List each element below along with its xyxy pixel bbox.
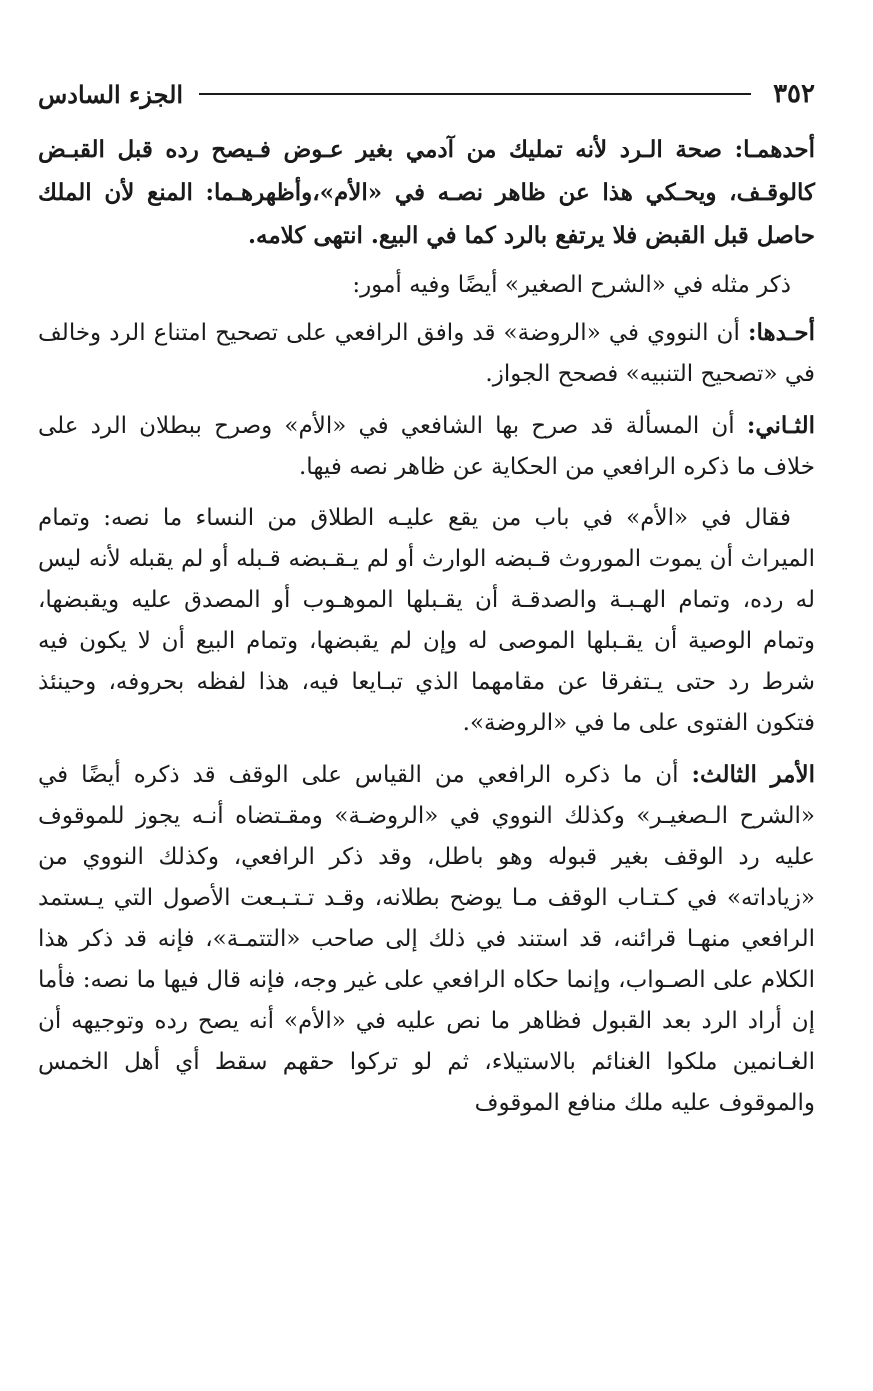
paragraph-text: أحدهمـا: صحة الـرد لأنه تمليك من آدمي بغير عـوض فـيصح رده قبل القبـض كالوقـف، ويحـكي هذا عن ظاهر نصـه في «الأم»،وأظهرهـما: المنع لأن الملك حاصل قبل القبض فلا يرتفع بالرد كما في البيع. انتهى كلامه. xyxy=(38,136,815,249)
paragraph-lead: الثـاني xyxy=(755,412,815,439)
page-number: ٣٥٢ xyxy=(773,79,815,109)
paragraph-second-matter xyxy=(38,405,815,488)
paragraph-quoted-opinions xyxy=(38,128,815,257)
paragraph-al-umm-quote xyxy=(38,498,815,744)
page-header xyxy=(38,74,815,114)
paragraph-lead-separator: : xyxy=(747,319,757,346)
paragraph-third-matter xyxy=(38,754,815,1124)
paragraph-intro xyxy=(38,265,815,306)
paragraph-first-matter xyxy=(38,312,815,395)
running-title: الجزء السادس xyxy=(38,79,184,109)
paragraph-lead-separator: : xyxy=(746,412,756,439)
paragraph-lead: الأمر الثالث xyxy=(699,761,815,788)
paragraph-lead-separator: : xyxy=(691,761,700,788)
paragraph-lead: أحـدها xyxy=(756,319,815,346)
paragraph-text: أن المسألة قد صرح بها الشافعي في «الأم» وصرح ببطلان الرد على خلاف ما ذكره الرافعي من الحكاية عن ظاهر نصه فيها. xyxy=(38,413,815,480)
paragraph-text: أن النووي في «الروضة» قد وافق الرافعي على تصحيح امتناع الرد وخالف في «تصحيح التنبيه» فصحح الجواز. xyxy=(38,320,815,387)
book-page xyxy=(38,74,815,1134)
paragraph-text: أن ما ذكره الرافعي من القياس على الوقف قد ذكره أيضًا في «الشرح الـصغيـر» وكذلك النووي في «الروضـة» ومقـتضاه أنـه يجوز للموقوف عليه رد الوقف بغير قبوله وهو باطل، وقد ذكر الرافعي، وكذلك النووي من «زياداته» في كـتـاب الوقف مـا يوضح بطلانه، وقـد تـتـبـعت الأصول التي يـستمد الرافعي منهـا قرائنه، قد استند في ذلك إلى صاحب «التتمـة»، فإنه قد ذكر هذا الكلام على الصـواب، وإنما حكاه الرافعي على غير وجه، فإنه قال فيها ما نصه: فأما إن أراد الرد بعد القبول فظاهر ما نص عليه في «الأم» أنه يصح رده وتوجيهه أن الغـانمين ملكوا الغنائم بالاستيلاء، ثم لو تركوا حقهم سقط أي أهل الخمس والموقوف عليه ملك منافع الموقوف xyxy=(38,762,815,1116)
paragraph-text: فقال في «الأم» في باب من يقع عليـه الطلاق من النساء ما نصه: وتمام الميراث أن يموت الموروث قـبضه الوارث أو لم يـقـبضه قـبله أو لم يقبله لأنه ليس له رده، وتمام الهـبـة والصدقـة أن يقـبلها الموهـوب أو المصدق عليه ويقبضها، وتمام الوصية أن يقـبلها الموصى له وإن لم يقبضها، وتمام البيع أن لا يكون فيه شرط رد حتى يـتفرقا عن مقامهما الذي تبـايعا فيه، هذا لفظه بحروفه، وحينئذ فتكون الفتوى على ما في «الروضة». xyxy=(38,505,815,736)
header-divider xyxy=(199,93,751,95)
paragraph-text: ذكر مثله في «الشرح الصغير» أيضًا وفيه أمور: xyxy=(352,272,791,298)
